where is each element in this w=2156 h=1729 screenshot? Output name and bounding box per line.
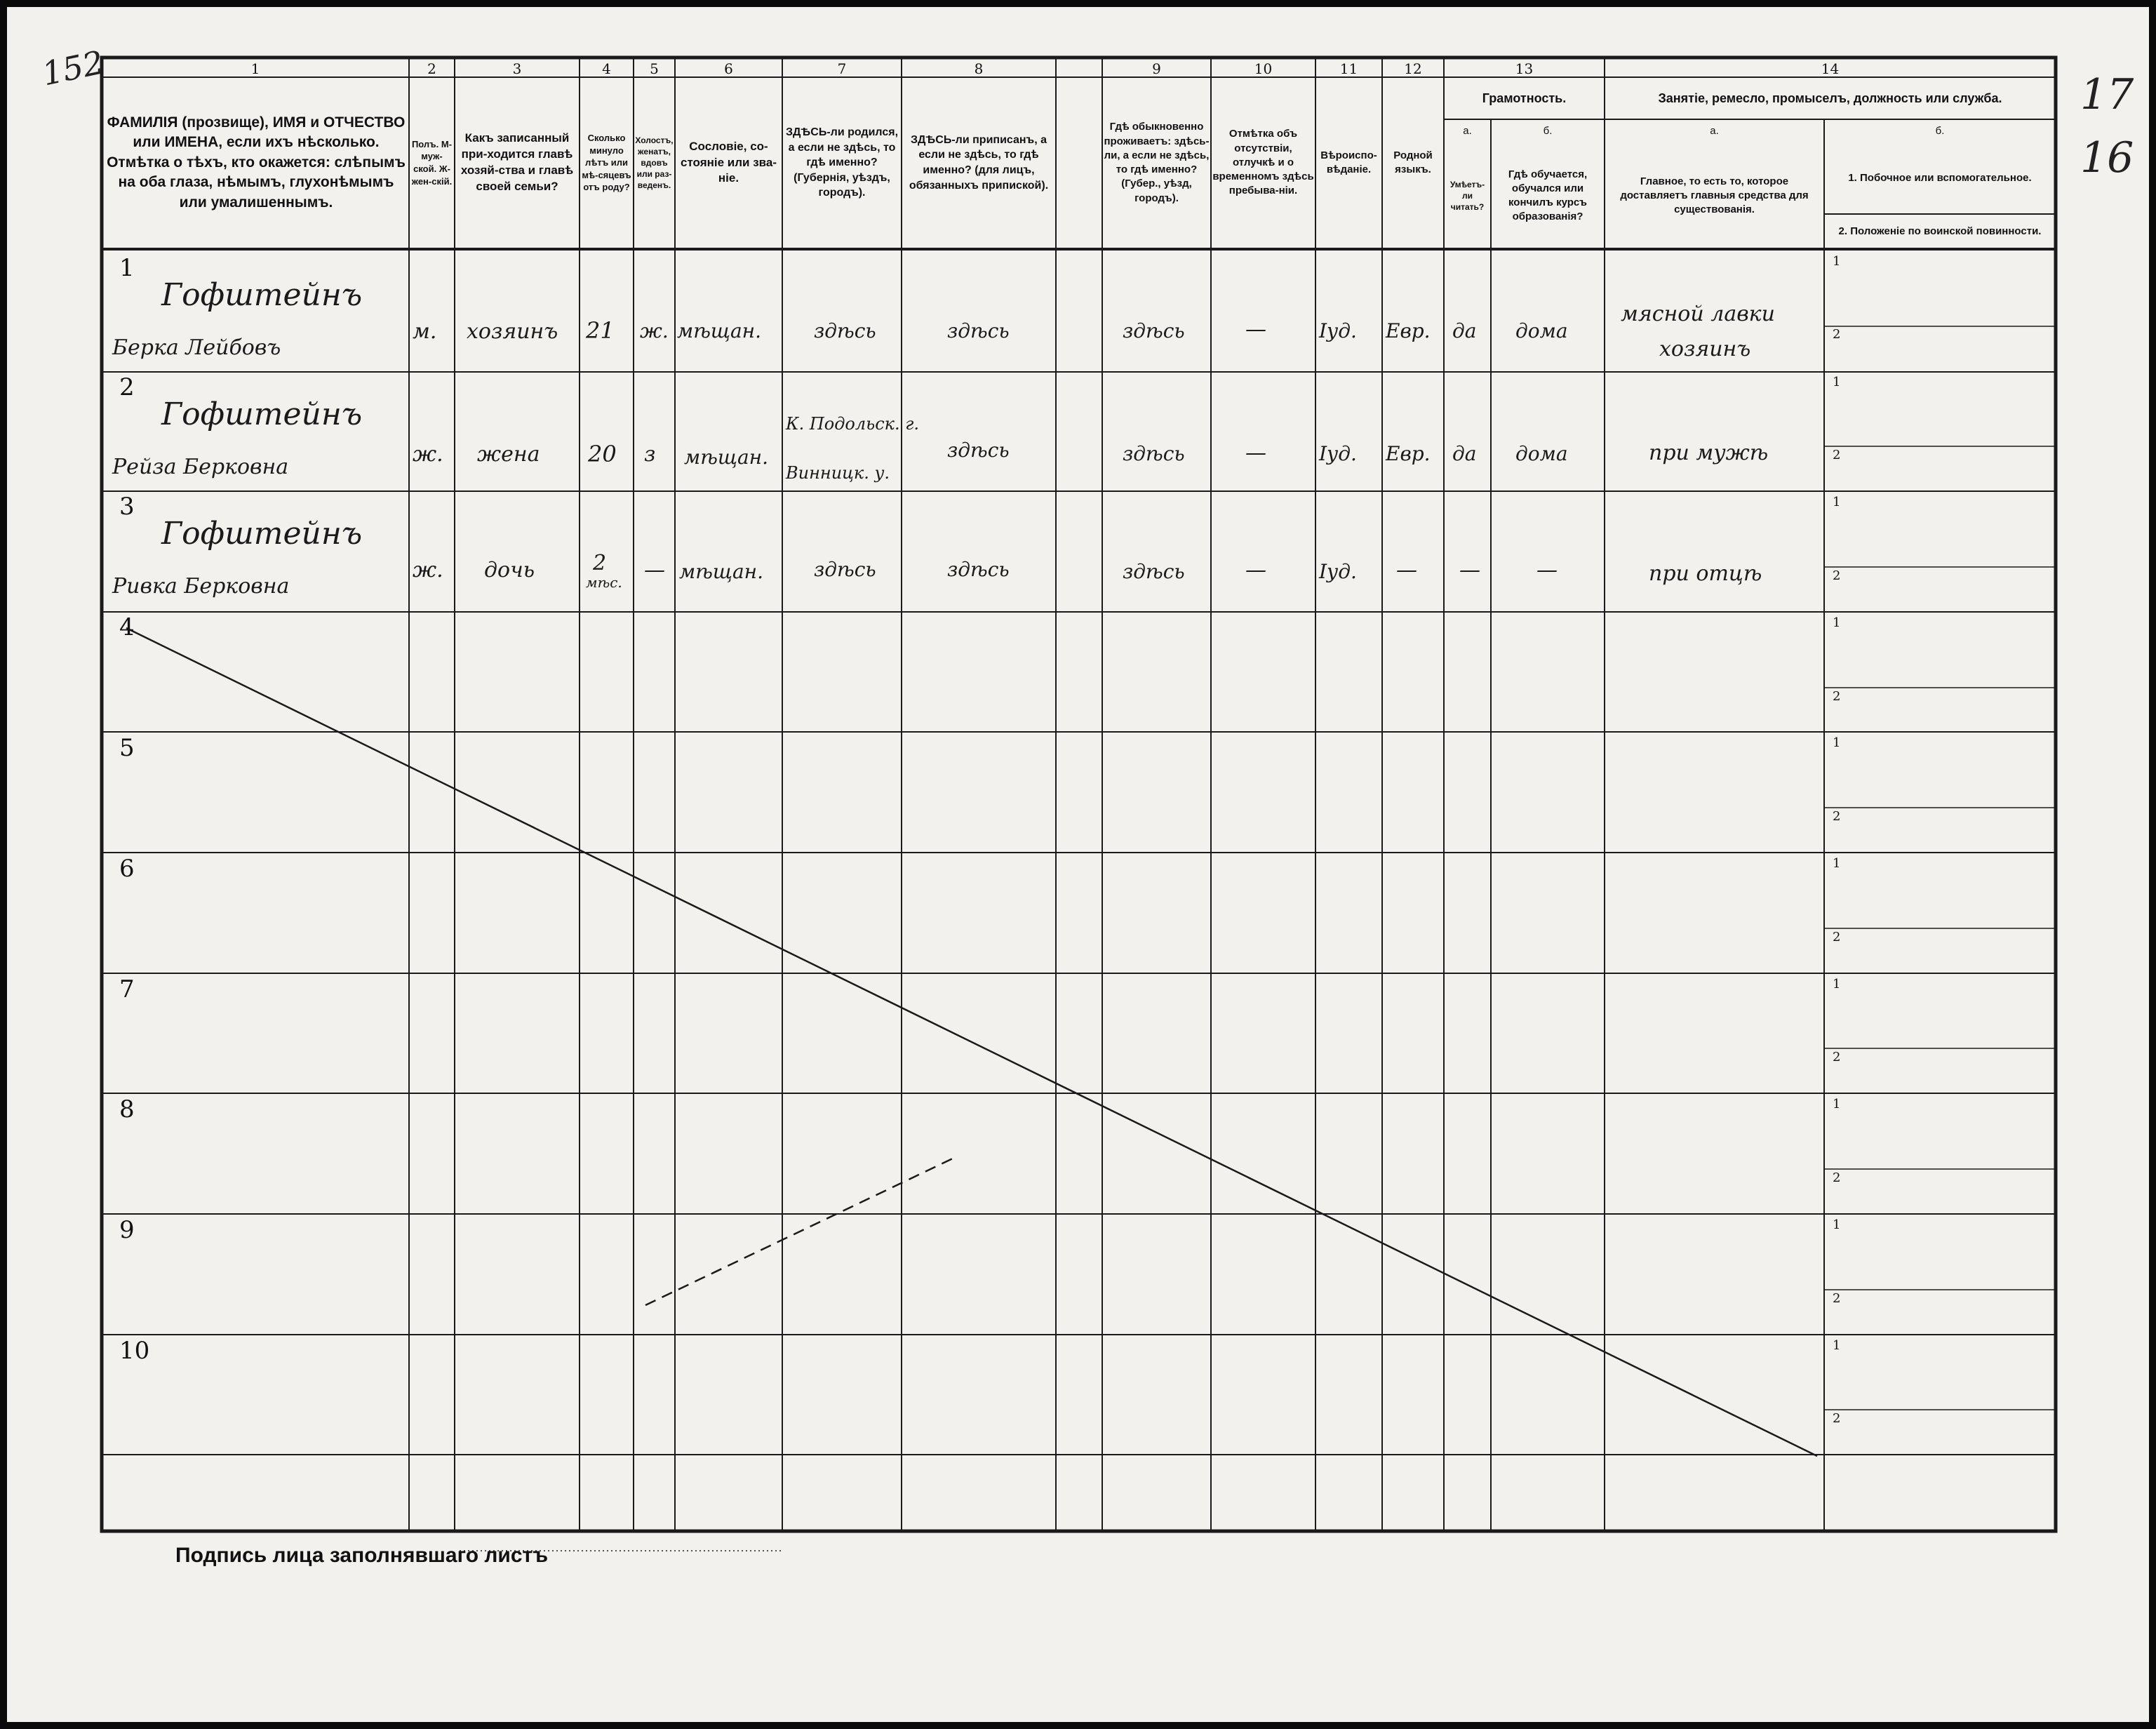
header-estate: Сословіе, со-стояніе или зва-ніе. — [680, 139, 777, 185]
col-number-2: 2 — [427, 60, 436, 77]
row3-marital: — — [644, 558, 665, 582]
sub-mark: 2 — [1833, 1170, 1841, 1185]
header-sex: Полъ. М-муж-ской. Ж-жен-скій. — [411, 138, 453, 187]
sub-mark: 1 — [1833, 1338, 1841, 1353]
row2-surname: Гофштейнъ — [161, 396, 363, 432]
row-number-5: 5 — [119, 734, 135, 762]
header-literacy-b-mark: б. — [1543, 124, 1553, 137]
row1-given-name: Берка Лейбовъ — [112, 335, 281, 360]
header-marital: Холостъ, женатъ, вдовъ или раз-веденъ. — [635, 135, 674, 191]
sub-mark: 2 — [1833, 930, 1841, 944]
row1-residence: здѣсь — [1123, 319, 1185, 342]
row2-religion: Іуд. — [1319, 442, 1357, 465]
sub-mark: 1 — [1833, 977, 1841, 992]
row3-language: — — [1396, 558, 1417, 582]
row2-birthplace-line1: К. Подольск. г. — [786, 414, 920, 434]
row2-literacy: да — [1452, 442, 1477, 465]
row3-relation: дочь — [484, 558, 535, 582]
row2-marital: з — [644, 442, 656, 467]
row1-occupation-line1: мясной лавки — [1621, 302, 1775, 326]
col-number-4: 4 — [602, 60, 611, 77]
row3-occupation: при отцѣ — [1649, 561, 1762, 586]
col-number-5: 5 — [650, 60, 659, 77]
row2-residence: здѣсь — [1123, 442, 1185, 465]
row1-age: 21 — [586, 317, 615, 344]
row1-birthplace: здѣсь — [814, 319, 876, 342]
row1-surname: Гофштейнъ — [161, 277, 363, 313]
header-absence: Отмѣтка объ отсутствіи, отлучкѣ и о временномъ здѣсь пребыва-ніи. — [1212, 128, 1314, 197]
header-can-read: Умѣетъ-ли читать? — [1449, 179, 1485, 213]
header-military-status: 2. Положеніе по воинской повинности. — [1838, 225, 2042, 237]
header-occupation-b-mark: б. — [1935, 124, 1945, 137]
header-age: Сколько минуло лѣтъ или мѣ-сяцевъ отъ роду? — [582, 133, 631, 193]
row2-occupation: при мужѣ — [1649, 441, 1769, 465]
row-number-2: 2 — [119, 373, 135, 401]
row1-registration: здѣсь — [947, 319, 1010, 342]
sub-mark: 1 — [1833, 735, 1841, 750]
col-number-14: 14 — [1821, 60, 1840, 77]
col-number-6: 6 — [724, 60, 733, 77]
sub-mark: 1 — [1833, 615, 1841, 630]
sub-mark: 2 — [1833, 809, 1841, 824]
signature-label: Подпись лица заполнявшаго листъ — [175, 1544, 549, 1567]
header-side-occupation: 1. Побочное или вспомогательное. — [1848, 171, 2032, 184]
row3-age: 2 — [593, 551, 607, 575]
row3-literacy: — — [1459, 558, 1480, 582]
row1-estate: мѣщан. — [677, 319, 761, 342]
header-education: Гдѣ обучается, обучался или кончилъ курсъ образованія? — [1508, 168, 1588, 223]
margin-note-left: 152 — [39, 43, 107, 93]
sub-mark: 1 — [1833, 495, 1841, 509]
row3-residence: здѣсь — [1123, 560, 1185, 583]
col-number-8: 8 — [974, 60, 984, 77]
row1-relation: хозяинъ — [467, 319, 558, 344]
header-occupation-a-mark: а. — [1710, 124, 1719, 137]
sub-mark: 2 — [1833, 448, 1841, 462]
col-number-1: 1 — [250, 60, 260, 77]
row1-occupation-line2: хозяинъ — [1659, 337, 1751, 361]
sub-mark: 2 — [1833, 1050, 1841, 1064]
margin-note-right-a: 17 — [2080, 70, 2134, 119]
sub-mark: 1 — [1833, 375, 1841, 389]
row3-absence: — — [1245, 558, 1266, 582]
header-religion: Вѣроиспо-вѣданіе. — [1320, 149, 1377, 175]
row2-education: дома — [1515, 442, 1568, 465]
row3-registration: здѣсь — [947, 558, 1010, 581]
header-registration: ЗДѢСЬ-ли приписанъ, а если не здѣсь, то гдѣ именно? (для лицъ, обязанныхъ припиской). — [909, 133, 1049, 192]
row1-sex: м. — [413, 319, 437, 344]
row-number-4: 4 — [119, 613, 135, 641]
row2-age: 20 — [588, 441, 617, 467]
row-number-9: 9 — [119, 1216, 135, 1244]
row2-sex: ж. — [413, 442, 443, 467]
header-language: Родной языкъ. — [1393, 149, 1433, 175]
row3-surname: Гофштейнъ — [161, 516, 363, 552]
sub-mark: 1 — [1833, 1217, 1841, 1232]
row1-marital: ж. — [640, 319, 669, 342]
col-number-3: 3 — [512, 60, 522, 77]
col-number-9: 9 — [1152, 60, 1161, 77]
header-occupation: Занятіе, ремесло, промыселъ, должность или служба. — [1658, 91, 2002, 105]
col-number-11: 11 — [1339, 60, 1358, 77]
row1-absence: — — [1245, 317, 1266, 342]
sub-mark: 1 — [1833, 254, 1841, 269]
header-main-occupation: Главное, то есть то, которое доставляетъ главныя средства для существованія. — [1620, 175, 1809, 216]
row1-language: Евр. — [1386, 319, 1431, 342]
header-residence: Гдѣ обыкновенно проживаетъ: здѣсь-ли, а если не здѣсь, то гдѣ именно? (Губер., уѣзд, городъ). — [1104, 121, 1210, 204]
row2-registration: здѣсь — [947, 439, 1010, 462]
row2-estate: мѣщан. — [684, 446, 768, 469]
sub-mark: 1 — [1833, 1097, 1841, 1112]
row-number-7: 7 — [119, 975, 135, 1003]
sub-mark: 2 — [1833, 568, 1841, 583]
sub-mark: 2 — [1833, 1291, 1841, 1306]
row2-absence: — — [1245, 441, 1266, 465]
header-relation: Какъ записанный при-ходится главѣ хозяй-ства и главѣ своей семьи? — [460, 131, 574, 193]
row3-estate: мѣщан. — [679, 560, 763, 583]
sub-mark: 2 — [1833, 327, 1841, 342]
header-literacy: Грамотность. — [1482, 91, 1567, 105]
row3-age-unit: мѣс. — [586, 574, 622, 591]
row-number-8: 8 — [119, 1095, 135, 1123]
row3-birthplace: здѣсь — [814, 558, 876, 581]
row-number-6: 6 — [119, 855, 135, 883]
row3-sex: ж. — [413, 558, 443, 582]
header-literacy-a-mark: а. — [1463, 124, 1472, 137]
col-number-7: 7 — [837, 60, 847, 77]
sub-mark: 1 — [1833, 856, 1841, 871]
row1-education: дома — [1515, 319, 1568, 342]
header-birthplace: ЗДѢСЬ-ли родился, а если не здѣсь, то гдѣ именно? (Губернія, уѣздъ, городъ). — [785, 126, 899, 199]
col-number-12: 12 — [1404, 60, 1422, 77]
row-number-10: 10 — [119, 1337, 150, 1365]
row3-education: — — [1536, 558, 1558, 582]
row3-religion: Іуд. — [1319, 560, 1357, 583]
col-number-13: 13 — [1515, 60, 1534, 77]
sub-mark: 2 — [1833, 689, 1841, 704]
row2-relation: жена — [477, 442, 540, 467]
row-number-1: 1 — [119, 254, 135, 282]
row2-given-name: Рейза Берковна — [112, 455, 289, 479]
row3-given-name: Ривка Берковна — [112, 574, 290, 599]
row1-literacy: да — [1452, 319, 1477, 342]
row2-language: Евр. — [1386, 442, 1431, 465]
row1-religion: Іуд. — [1319, 319, 1357, 342]
col-number-10: 10 — [1254, 60, 1273, 77]
header-name: ФАМИЛІЯ (прозвище), ИМЯ и ОТЧЕСТВО или ИМЕНА, если ихъ нѣсколько. Отмѣтка о тѣхъ, кто окажется: слѣпымъ на оба глаза, нѣмымъ, глухонѣмымъ или умалишеннымъ. — [107, 114, 406, 211]
row2-birthplace-line2: Винницк. у. — [786, 463, 890, 483]
row-number-3: 3 — [119, 493, 135, 521]
margin-note-right-b: 16 — [2080, 133, 2134, 182]
sub-mark: 2 — [1833, 1411, 1841, 1426]
